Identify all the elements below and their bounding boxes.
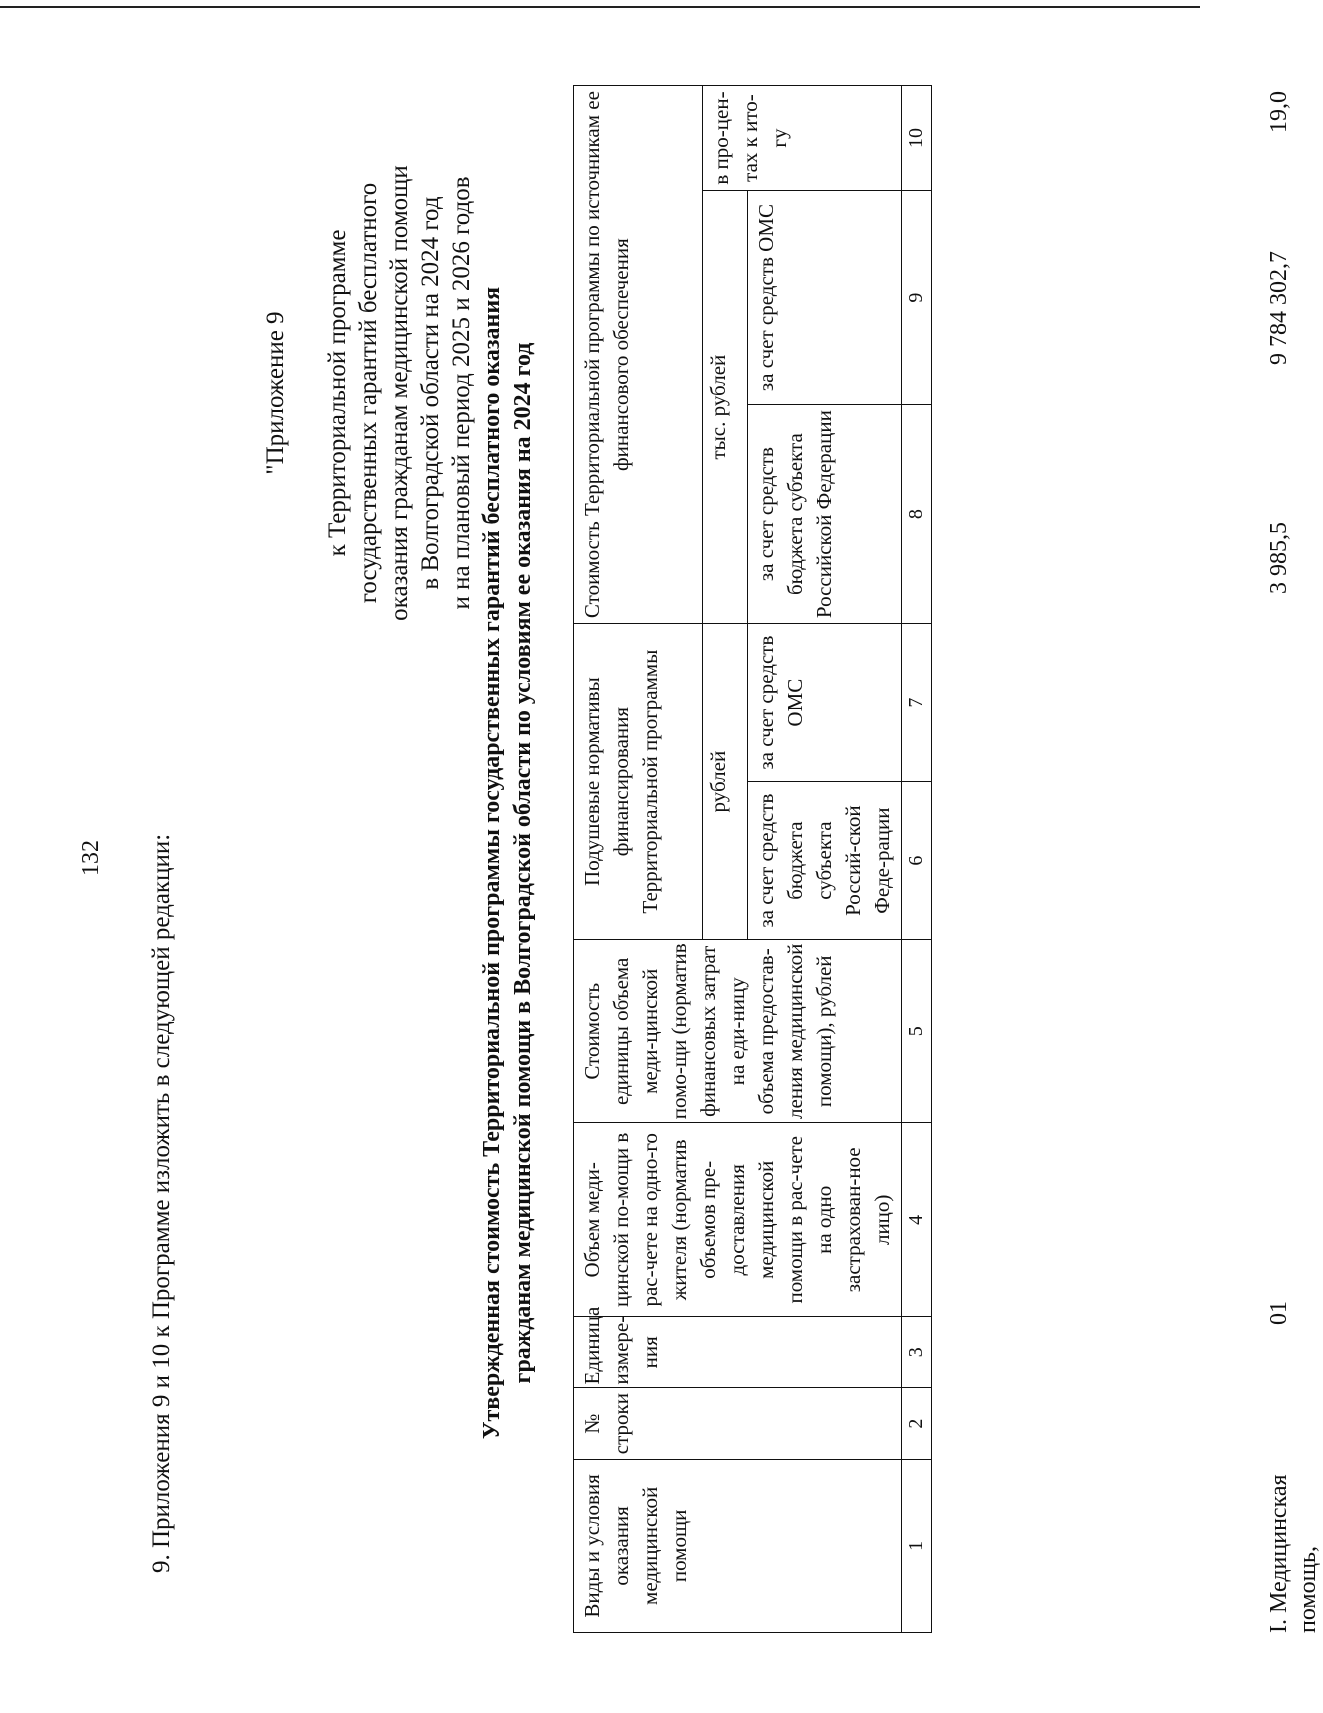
cost-table [573, 85, 932, 1633]
header-per-capita: Подушевые нормативы финансирования Территориальной программы [574, 624, 703, 940]
column-number: 6 [902, 782, 932, 940]
column-number: 7 [902, 624, 932, 782]
appendix-line: оказания гражданам медицинской помощи [386, 165, 413, 621]
header-unit: Единица измере-ния [574, 1317, 902, 1388]
header-volume: Объем меди-цинской по-мощи в рас-чете на одно-го жителя (норматив объемов пре-доставления медицинской помощи в рас-чете на одно застрахован-ное лицо) [574, 1123, 902, 1317]
column-number: 2 [902, 1388, 932, 1459]
appendix-line: к Территориальной программе [324, 229, 351, 557]
title-line: гражданам медицинской помощи в Волгоградской области по условиям ее оказания на 2024 год [510, 342, 536, 1384]
header-unit-cost: Стоимость единицы объема меди-цинской помо-щи (норматив финансовых затрат на еди-ницу объема предостав-ления медицинской помощи), рублей [574, 940, 902, 1123]
column-number: 1 [902, 1459, 932, 1632]
table-title [477, 33, 539, 1693]
appendix-label: "Приложение 9 [262, 311, 289, 475]
column-number: 5 [902, 940, 932, 1123]
appendix-line: и на плановый период 2025 и 2026 годов [448, 176, 475, 610]
appendix-line: в Волгоградской области на 2024 год [417, 196, 444, 590]
intro-paragraph: 9. Приложения 9 и 10 к Программе изложить в следующей редакции: [148, 833, 175, 1573]
header-budget-short: за счет средств бюджета субъекта Россий-ской Феде-рации [748, 782, 902, 940]
row-line-no: 01 [1266, 1301, 1292, 1325]
column-number: 3 [902, 1317, 932, 1388]
title-line: Утвержденная стоимость Территориальной программы государственных гарантий бесплатного оказания [479, 286, 505, 1440]
column-number: 10 [902, 86, 932, 191]
header-unit-rubles: рублей [703, 624, 748, 940]
header-program-cost: Стоимость Территориальной программы по источникам ее финансового обеспечения [574, 86, 703, 624]
row-per-capita-budget: 3 985,5 [1266, 522, 1292, 594]
header-unit-thousand-rubles: тыс. рублей [703, 191, 748, 624]
row-percent: 19,0 [1266, 91, 1292, 133]
column-number: 4 [902, 1123, 932, 1317]
column-number: 9 [902, 191, 932, 405]
appendix-block [260, 23, 477, 763]
appendix-line: государственных гарантий бесплатного [355, 182, 382, 604]
row-cost-budget: 9 784 302,7 [1266, 251, 1292, 365]
column-number: 8 [902, 405, 932, 624]
header-budget-full: за счет средств бюджета субъекта Российской Федерации [748, 405, 902, 624]
header-oms: за счет средств ОМС [748, 624, 902, 782]
header-line-no: № строки [574, 1388, 902, 1459]
row-name: I. Медицинская помощь, [1266, 1474, 1321, 1633]
page-number: 132 [78, 840, 104, 876]
header-oms-cost: за счет средств ОМС [748, 191, 902, 405]
header-kinds: Виды и условия оказания медицинской помощи [574, 1459, 902, 1632]
header-percent: в про-цен-тах к ито-гу [703, 86, 902, 191]
